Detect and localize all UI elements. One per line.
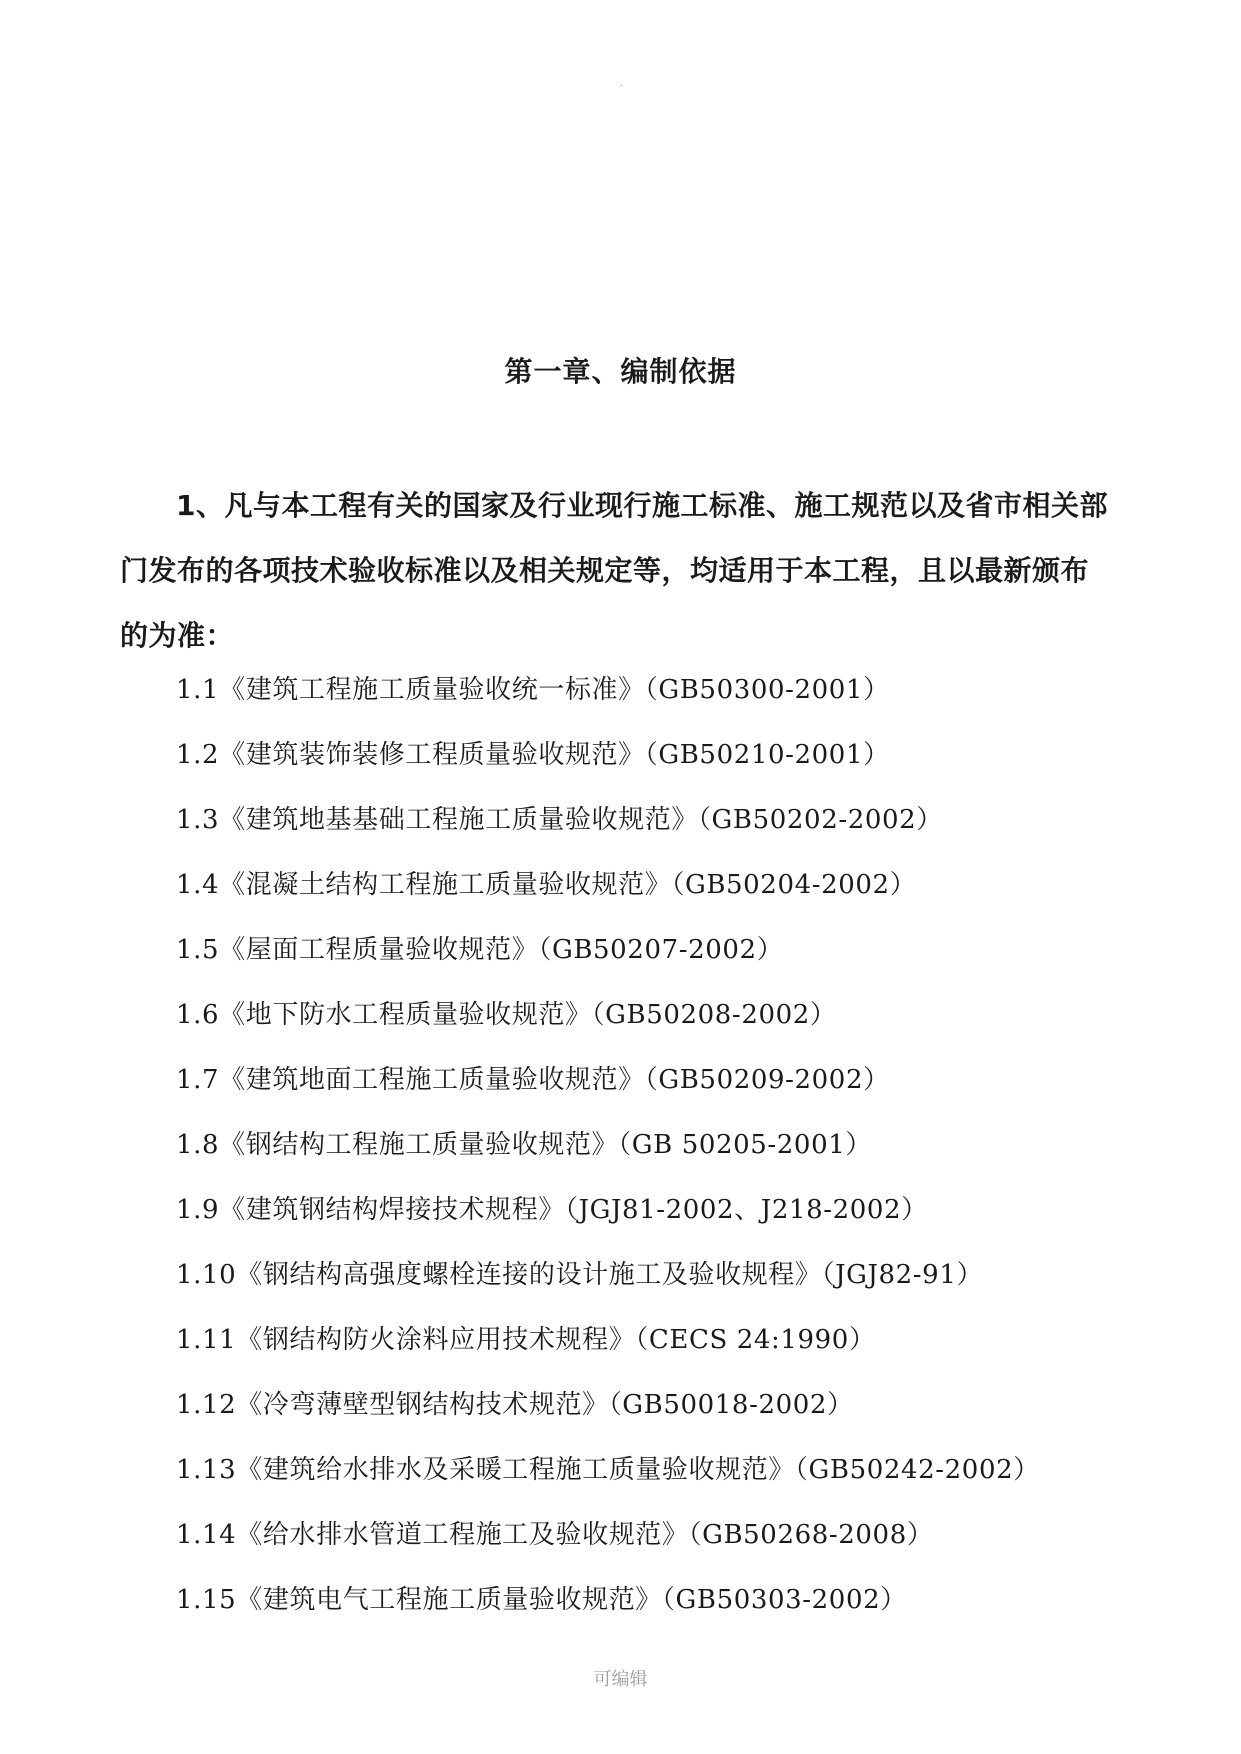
standard-item: 1.4《混凝土结构工程施工质量验收规范》（GB50204-2002） [176,870,917,900]
intro-line: 的为准： [120,619,235,652]
intro-line: 门发布的各项技术验收标准以及相关规定等，均适用于本工程，且以最新颁布 [120,554,1090,587]
standard-item: 1.11《钢结构防火涂料应用技术规程》（CECS 24:1990） [176,1325,876,1355]
standard-item: 1.7《建筑地面工程施工质量验收规范》（GB50209-2002） [176,1065,890,1095]
standard-item: 1.5《屋面工程质量验收规范》（GB50207-2002） [176,935,784,965]
standard-item: 1.1《建筑工程施工质量验收统一标准》（GB50300-2001） [176,675,890,705]
standard-item: 1.10《钢结构高强度螺栓连接的设计施工及验收规程》（JGJ82-91） [176,1260,984,1290]
standard-item: 1.14《给水排水管道工程施工及验收规范》（GB50268-2008） [176,1520,934,1550]
standard-item: 1.2《建筑装饰装修工程质量验收规范》（GB50210-2001） [176,740,890,770]
chapter-title: 第一章、编制依据 [504,355,737,388]
standard-item: 1.9《建筑钢结构焊接技术规程》（JGJ81-2002、J218-2002） [176,1195,928,1225]
top-mark: . [620,78,623,89]
standard-item: 1.13《建筑给水排水及采暖工程施工质量验收规范》（GB50242-2002） [176,1455,1040,1485]
standard-item: 1.8《钢结构工程施工质量验收规范》（GB 50205-2001） [176,1130,872,1160]
standard-item: 1.3《建筑地基基础工程施工质量验收规范》（GB50202-2002） [176,805,943,835]
page-footer: 可编辑 [593,1669,648,1690]
intro-line: 1、凡与本工程有关的国家及行业现行施工标准、施工规范以及省市相关部 [176,489,1108,522]
standard-item: 1.15《建筑电气工程施工质量验收规范》（GB50303-2002） [176,1585,907,1615]
standard-item: 1.12《冷弯薄壁型钢结构技术规范》（GB50018-2002） [176,1390,854,1420]
standard-item: 1.6《地下防水工程质量验收规范》（GB50208-2002） [176,1000,837,1030]
intro-paragraph [120,473,1130,668]
standards-list [176,668,1040,1643]
